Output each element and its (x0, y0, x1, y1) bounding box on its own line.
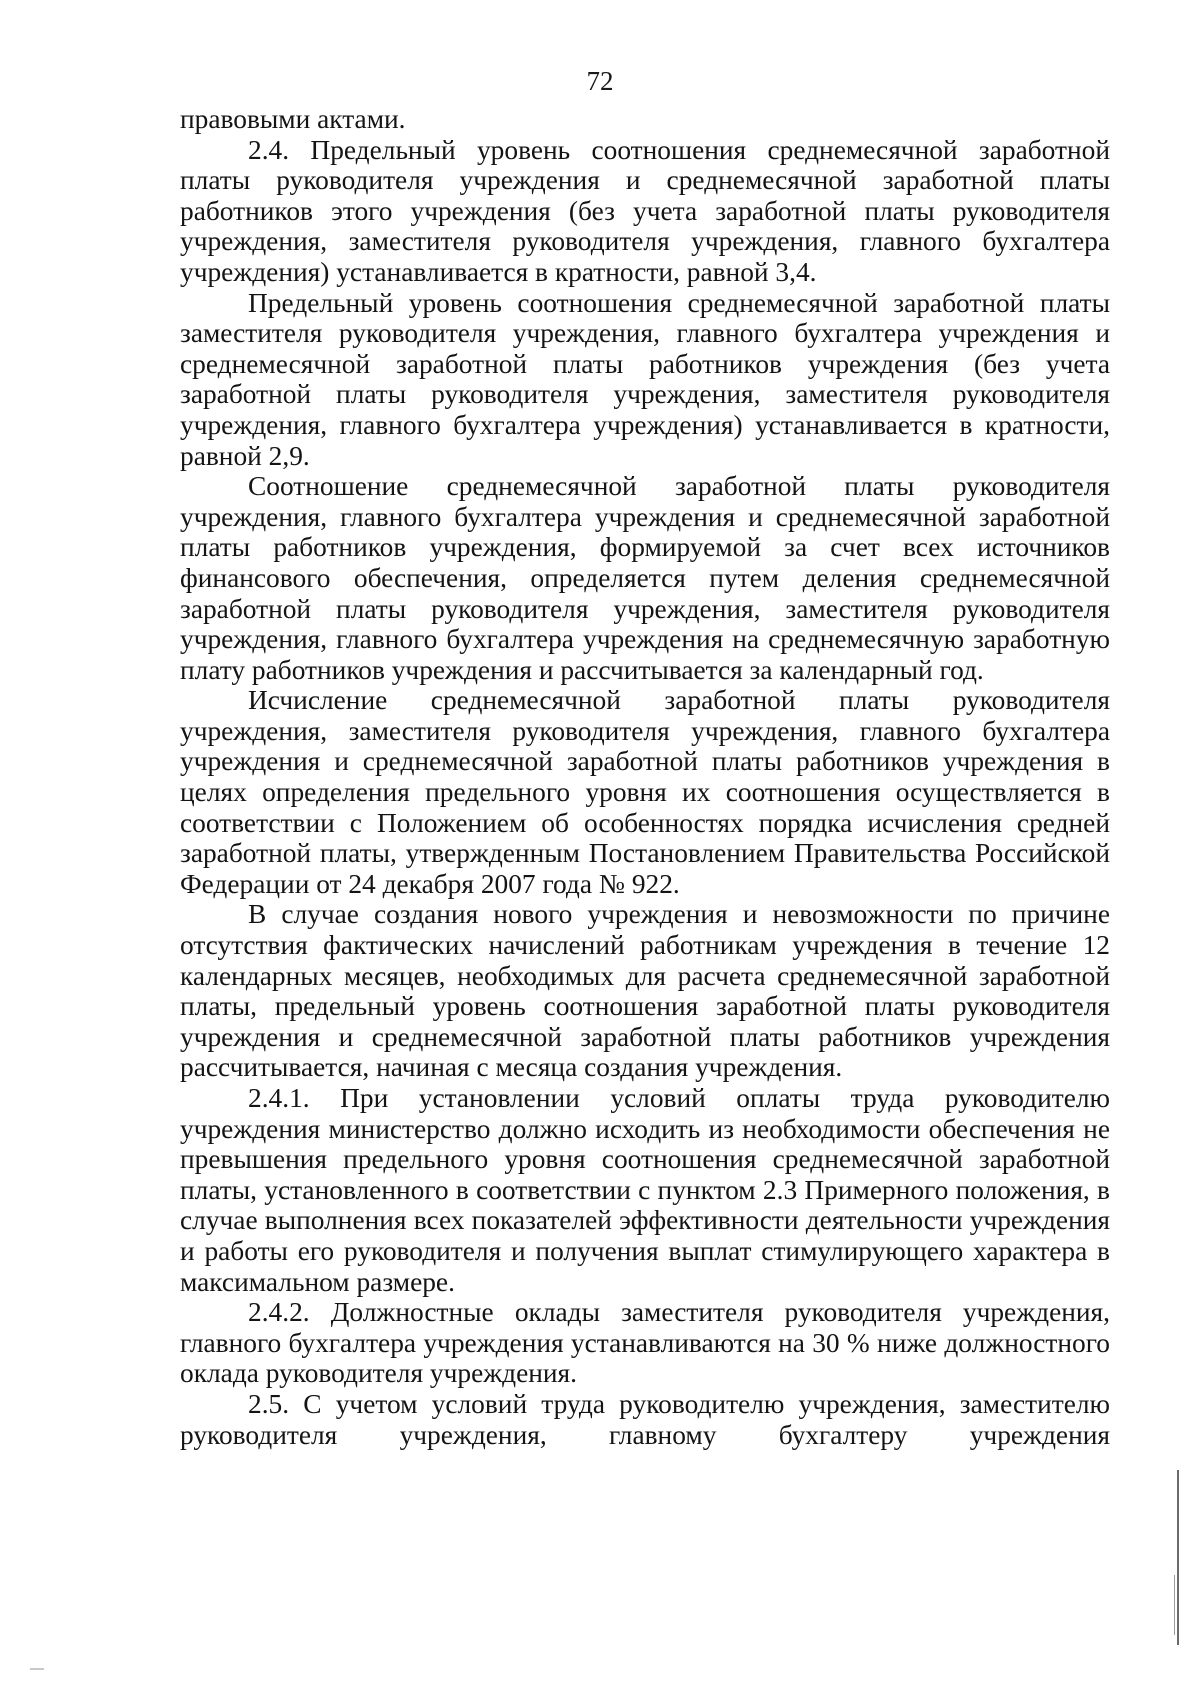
paragraph-2-4-1: 2.4.1. При установлении условий оплаты труда руководителю учреждения министерство должно исходить из необходимости обеспечения не превышения предельного уровня соотношения среднемесячной заработной платы, установленного в соответствии с пунктом 2.3 Примерного положения, в случае выполнения всех показателей эффективности деятельности учреждения и работы его руководителя и получения выплат стимулирующего характера в максимальном размере. (180, 1083, 1110, 1297)
paragraph-continuation: правовыми актами. (180, 104, 406, 134)
paragraph-2-4: 2.4. Предельный уровень соотношения среднемесячной заработной платы руководителя учреждения и среднемесячной заработной платы работников этого учреждения (без учета заработной платы руководителя учреждения, заместителя руководителя учреждения, главного бухгалтера учреждения) устанавливается в кратности, равной 3,4. (180, 134, 1110, 287)
paragraph-ratio-definition: Соотношение среднемесячной заработной платы руководителя учреждения, главного бухгалтера учреждения и среднемесячной заработной платы работников учреждения, формируемой за счет всех источников финансового обеспечения, определяется путем деления среднемесячной заработной платы руководителя учреждения, заместителя руководителя учреждения, главного бухгалтера учреждения на среднемесячную заработную плату работников учреждения и рассчитывается за календарный год. (180, 471, 1110, 685)
paragraph-new-institution: В случае создания нового учреждения и невозможности по причине отсутствия фактических начислений работникам учреждения в течение 12 календарных месяцев, необходимых для расчета среднемесячной заработной платы, предельный уровень соотношения заработной платы руководителя учреждения и среднемесячной заработной платы работников учреждения рассчитывается, начиная с месяца создания учреждения. (180, 899, 1110, 1083)
scan-edge-line (1177, 1470, 1179, 1645)
document-body (180, 104, 1110, 1450)
scan-edge-line-secondary (1174, 1575, 1175, 1635)
paragraph-2-4-2: 2.4.2. Должностные оклады заместителя руководителя учреждения, главного бухгалтера учреждения устанавливаются на 30 % ниже должностного оклада руководителя учреждения. (180, 1297, 1110, 1389)
paragraph-2-5: 2.5. С учетом условий труда руководителю учреждения, заместителю руководителя учреждения, главному бухгалтеру учреждения (180, 1388, 1110, 1450)
page-number: 72 (586, 66, 614, 96)
paragraph-deputy-ratio: Предельный уровень соотношения среднемесячной заработной платы заместителя руководителя учреждения, главного бухгалтера учреждения и среднемесячной заработной платы работников учреждения (без учета заработной платы руководителя учреждения, заместителя руководителя учреждения, главного бухгалтера учреждения) устанавливается в кратности, равной 2,9. (180, 287, 1110, 471)
paragraph-calculation: Исчисление среднемесячной заработной платы руководителя учреждения, заместителя руководителя учреждения, главного бухгалтера учреждения и среднемесячной заработной платы работников учреждения в целях определения предельного уровня их соотношения осуществляется в соответствии с Положением об особенностях порядка исчисления средней заработной платы, утвержденным Постановлением Правительства Российской Федерации от 24 декабря 2007 года № 922. (180, 685, 1110, 899)
scan-corner-mark (30, 1668, 44, 1670)
